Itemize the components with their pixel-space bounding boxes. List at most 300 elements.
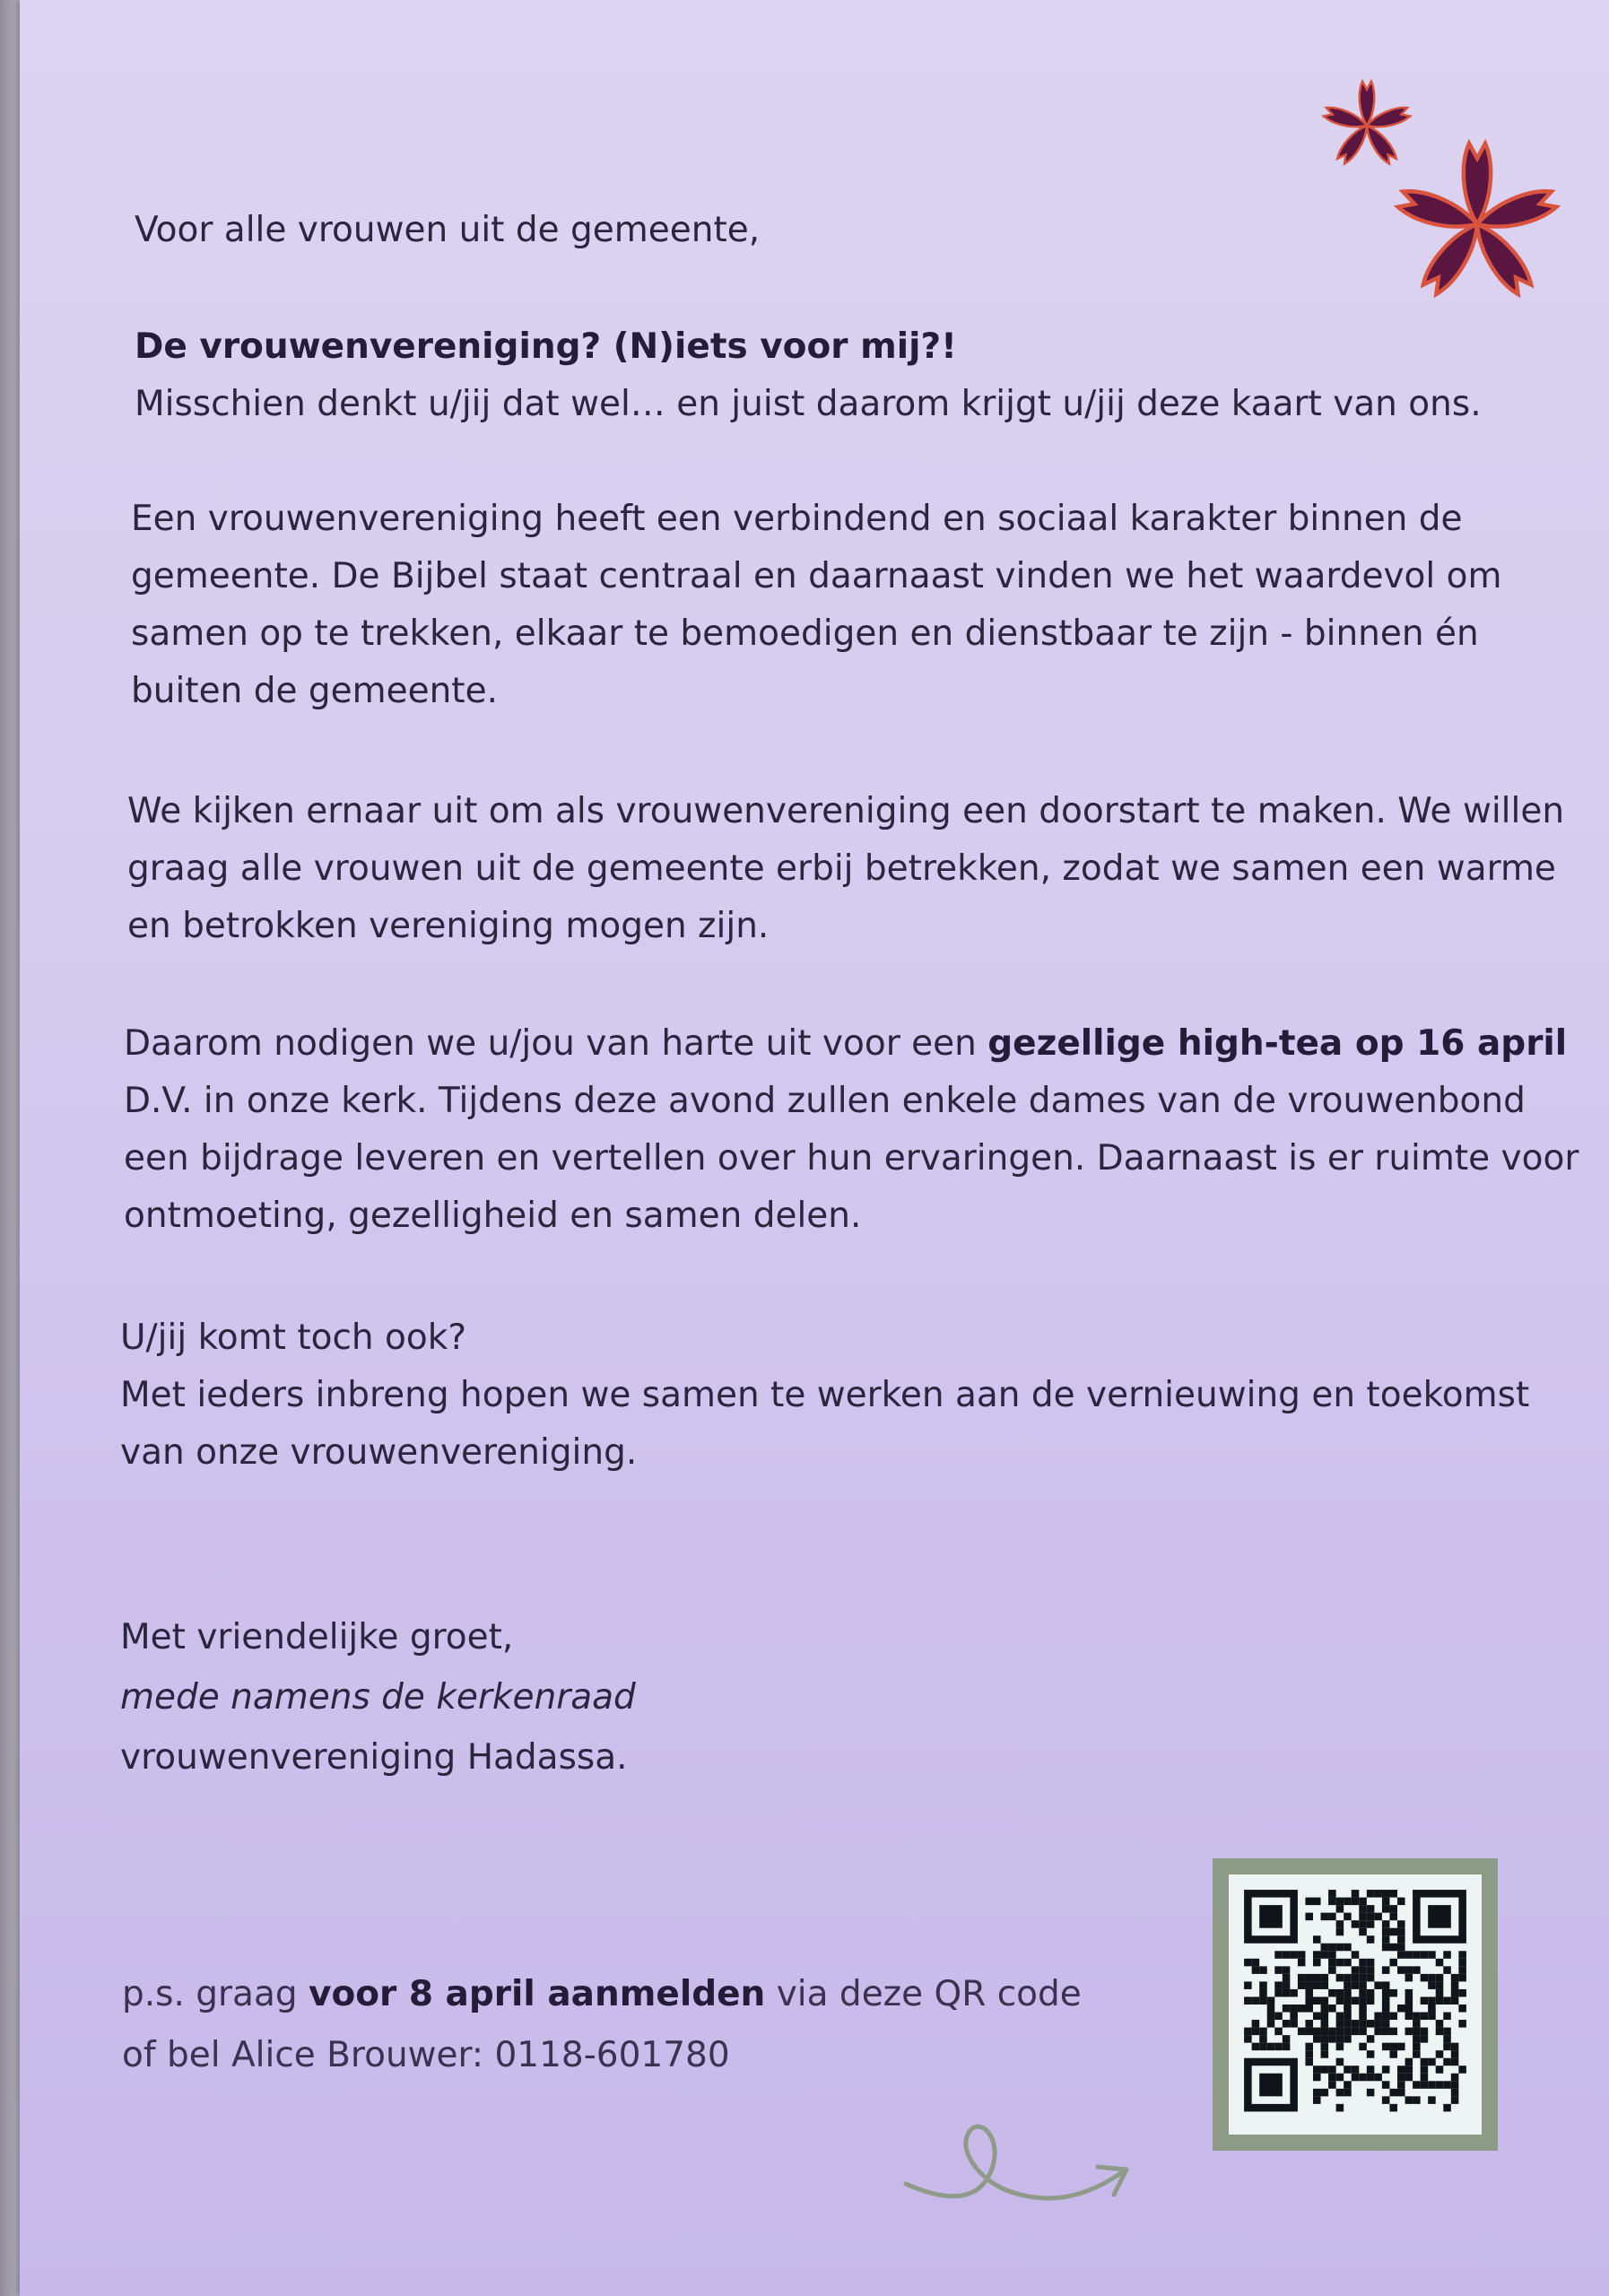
qr-module bbox=[1382, 2066, 1390, 2074]
qr-module bbox=[1328, 2066, 1336, 2074]
qr-module bbox=[1344, 1996, 1352, 2005]
paragraph-line: graag alle vrouwen uit de gemeente erbij betrekken, zodat we samen een warme bbox=[127, 848, 1556, 889]
qr-module bbox=[1397, 2005, 1405, 2013]
qr-module bbox=[1359, 1920, 1367, 1928]
qr-module bbox=[1458, 1989, 1466, 1997]
qr-module bbox=[1336, 1974, 1344, 1982]
qr-module bbox=[1336, 2089, 1344, 2097]
table-background bbox=[0, 0, 22, 2296]
qr-module bbox=[1443, 2043, 1451, 2051]
qr-module bbox=[1328, 2005, 1336, 2013]
qr-module bbox=[1313, 1996, 1321, 2005]
qr-module bbox=[1374, 1981, 1382, 1989]
qr-module bbox=[1283, 1966, 1291, 1974]
qr-module bbox=[1321, 1944, 1329, 1952]
paragraph-line: We kijken ernaar uit om als vrouwenvereniging een doorstart te maken. We willen bbox=[127, 791, 1565, 831]
qr-module bbox=[1405, 1951, 1413, 1959]
qr-module bbox=[1389, 1913, 1397, 1921]
qr-module bbox=[1413, 2020, 1421, 2028]
qr-module bbox=[1413, 1951, 1421, 1959]
qr-module bbox=[1336, 1989, 1344, 1997]
qr-module bbox=[1443, 2081, 1451, 2089]
qr-module bbox=[1397, 1944, 1405, 1952]
qr-module bbox=[1374, 1890, 1382, 1898]
qr-module bbox=[1367, 1966, 1375, 1974]
qr-module bbox=[1382, 2043, 1390, 2051]
qr-module bbox=[1458, 2005, 1466, 2013]
qr-module bbox=[1458, 1951, 1466, 1959]
swirl-arrow-icon bbox=[899, 2090, 1150, 2215]
qr-module bbox=[1428, 1996, 1436, 2005]
qr-module bbox=[1283, 1951, 1291, 1959]
qr-module bbox=[1313, 2096, 1321, 2104]
qr-module bbox=[1244, 1996, 1252, 2005]
qr-module bbox=[1321, 2035, 1329, 2043]
qr-module bbox=[1367, 1935, 1375, 1944]
greeting-text: Voor alle vrouwen uit de gemeente, bbox=[135, 210, 761, 250]
qr-module bbox=[1367, 2020, 1375, 2028]
qr-module bbox=[1367, 2050, 1375, 2058]
qr-module bbox=[1313, 2028, 1321, 2036]
qr-module bbox=[1344, 1898, 1352, 1906]
qr-module bbox=[1252, 1959, 1260, 1967]
qr-module bbox=[1374, 2028, 1382, 2036]
qr-module bbox=[1428, 1951, 1436, 1959]
paragraph-line: D.V. in onze kerk. Tijdens deze avond zullen enkele dames van de vrouwenbond bbox=[124, 1081, 1526, 1121]
qr-module bbox=[1436, 1981, 1444, 1989]
paragraph-line: een bijdrage leveren en vertellen over hun ervaringen. Daarnaast is er ruimte voor bbox=[124, 1138, 1579, 1178]
qr-module bbox=[1274, 2013, 1283, 2021]
qr-module bbox=[1421, 1974, 1429, 1982]
qr-module bbox=[1283, 2005, 1291, 2013]
qr-module bbox=[1290, 1951, 1298, 1959]
qr-module bbox=[1397, 1966, 1405, 1974]
qr-module bbox=[1458, 1959, 1466, 1967]
qr-module bbox=[1451, 1996, 1459, 2005]
qr-module bbox=[1328, 1959, 1336, 1967]
signature: vrouwenvereniging Hadassa. bbox=[120, 1737, 628, 1778]
qr-module bbox=[1313, 1974, 1321, 1982]
qr-module bbox=[1336, 2104, 1344, 2112]
qr-module bbox=[1389, 1959, 1397, 1967]
qr-module bbox=[1328, 1944, 1336, 1952]
qr-module bbox=[1413, 2096, 1421, 2104]
qr-module bbox=[1321, 1974, 1329, 1982]
qr-module bbox=[1252, 2028, 1260, 2036]
invitation-card bbox=[20, 0, 1609, 2296]
qr-module bbox=[1344, 2089, 1352, 2097]
qr-module bbox=[1359, 2020, 1367, 2028]
qr-module bbox=[1283, 1989, 1291, 1997]
qr-module bbox=[1397, 1935, 1405, 1944]
qr-module bbox=[1305, 2058, 1313, 2066]
qr-module bbox=[1259, 2043, 1267, 2051]
qr-module bbox=[1352, 2020, 1360, 2028]
qr-module bbox=[1428, 2081, 1436, 2089]
qr-module bbox=[1274, 1981, 1283, 1989]
qr-module bbox=[1359, 1989, 1367, 1997]
qr-module bbox=[1244, 1959, 1252, 1967]
qr-module bbox=[1283, 2020, 1291, 2028]
qr-module bbox=[1382, 1905, 1390, 1913]
qr-module bbox=[1397, 2081, 1405, 2089]
qr-module bbox=[1443, 2104, 1451, 2112]
qr-module bbox=[1405, 1966, 1413, 1974]
qr-module bbox=[1436, 1974, 1444, 1982]
qr-module bbox=[1344, 2035, 1352, 2043]
qr-module bbox=[1336, 2020, 1344, 2028]
qr-module bbox=[1389, 2089, 1397, 2097]
qr-module bbox=[1451, 2096, 1459, 2104]
qr-module bbox=[1244, 1981, 1252, 1989]
qr-module bbox=[1389, 1989, 1397, 1997]
qr-module bbox=[1443, 1996, 1451, 2005]
qr-module bbox=[1382, 1944, 1390, 1952]
qr-module bbox=[1359, 1913, 1367, 1921]
qr-module bbox=[1305, 1989, 1313, 1997]
qr-module bbox=[1359, 1928, 1367, 1936]
qr-module bbox=[1443, 1966, 1451, 1974]
qr-module bbox=[1451, 1989, 1459, 1997]
qr-module bbox=[1328, 1913, 1336, 1921]
qr-module bbox=[1359, 1974, 1367, 1982]
qr-module bbox=[1290, 2013, 1298, 2021]
qr-module bbox=[1443, 2013, 1451, 2021]
qr-module bbox=[1313, 2074, 1321, 2082]
qr-module bbox=[1328, 1951, 1336, 1959]
qr-module bbox=[1328, 2081, 1336, 2089]
qr-module bbox=[1305, 1913, 1313, 1921]
qr-module bbox=[1352, 1974, 1360, 1982]
qr-module bbox=[1336, 1996, 1344, 2005]
qr-module bbox=[1421, 2058, 1429, 2066]
qr-module bbox=[1428, 1905, 1451, 1928]
paragraph-line: ontmoeting, gezelligheid en samen delen. bbox=[124, 1196, 862, 1236]
qr-module bbox=[1436, 2081, 1444, 2089]
qr-module bbox=[1274, 1966, 1283, 1974]
qr-module bbox=[1298, 2028, 1306, 2036]
qr-module bbox=[1374, 2074, 1382, 2082]
qr-module bbox=[1313, 2089, 1321, 2097]
qr-module bbox=[1344, 2081, 1352, 2089]
intro-section bbox=[135, 318, 1482, 433]
qr-module bbox=[1458, 1966, 1466, 1974]
qr-module bbox=[1389, 1905, 1397, 1913]
qr-module bbox=[1313, 1935, 1321, 1944]
qr-module bbox=[1252, 1966, 1260, 1974]
qr-module bbox=[1336, 2043, 1344, 2051]
qr-module bbox=[1413, 2028, 1421, 2036]
qr-module bbox=[1413, 1966, 1421, 1974]
qr-module bbox=[1352, 1966, 1360, 1974]
qr-module bbox=[1298, 1951, 1306, 1959]
qr-module bbox=[1443, 2028, 1451, 2036]
qr-module bbox=[1413, 2081, 1421, 2089]
qr-module bbox=[1382, 1890, 1390, 1898]
qr-module bbox=[1267, 2013, 1275, 2021]
qr-module bbox=[1259, 2028, 1267, 2036]
paragraph-line: van onze vrouwenvereniging. bbox=[120, 1432, 638, 1473]
qr-module bbox=[1336, 1944, 1344, 1952]
qr-module bbox=[1305, 2020, 1313, 2028]
qr-module bbox=[1421, 2081, 1429, 2089]
qr-module bbox=[1259, 2074, 1283, 2097]
qr-module bbox=[1352, 1981, 1360, 1989]
regards: Met vriendelijke groet, bbox=[120, 1617, 514, 1657]
qr-module bbox=[1259, 1966, 1267, 1974]
qr-module bbox=[1352, 1951, 1360, 1959]
qr-module bbox=[1359, 2043, 1367, 2051]
qr-module bbox=[1313, 1951, 1321, 1959]
qr-module bbox=[1321, 2005, 1329, 2013]
paragraph-1 bbox=[131, 491, 1502, 720]
qr-module bbox=[1274, 2028, 1283, 2036]
qr-module bbox=[1451, 2089, 1459, 2097]
qr-module bbox=[1336, 2013, 1344, 2021]
paragraph-2 bbox=[127, 783, 1564, 955]
qr-module bbox=[1413, 2035, 1421, 2043]
high-tea-date: gezellige high-tea op 16 april bbox=[987, 1023, 1568, 1064]
qr-module bbox=[1405, 2013, 1413, 2021]
qr-module bbox=[1298, 1959, 1306, 1967]
postscript bbox=[122, 1964, 1082, 2086]
qr-module bbox=[1305, 2043, 1313, 2051]
qr-module bbox=[1382, 2013, 1390, 2021]
qr-module bbox=[1344, 2020, 1352, 2028]
qr-module bbox=[1328, 2035, 1336, 2043]
qr-module bbox=[1382, 2020, 1390, 2028]
qr-module bbox=[1443, 2035, 1451, 2043]
qr-module bbox=[1359, 1966, 1367, 1974]
qr-module bbox=[1451, 2081, 1459, 2089]
qr-module bbox=[1413, 2050, 1421, 2058]
qr-code[interactable] bbox=[1229, 1874, 1482, 2135]
qr-module bbox=[1382, 2005, 1390, 2013]
qr-module bbox=[1305, 2050, 1313, 2058]
qr-module bbox=[1321, 1981, 1329, 1989]
phone-contact: of bel Alice Brouwer: 0118-601780 bbox=[122, 2035, 730, 2075]
qr-module bbox=[1313, 1898, 1321, 1906]
qr-module bbox=[1305, 2005, 1313, 2013]
qr-module bbox=[1305, 1974, 1313, 1982]
qr-module bbox=[1352, 2028, 1360, 2036]
qr-module bbox=[1397, 1951, 1405, 1959]
qr-module bbox=[1382, 2096, 1390, 2104]
postscript-line-1 bbox=[122, 1964, 1082, 2025]
intro-text: Misschien denkt u/jij dat wel… en juist daarom krijgt u/jij deze kaart van ons. bbox=[135, 384, 1482, 424]
flower-icon bbox=[1302, 72, 1571, 323]
paragraph-line: gemeente. De Bijbel staat centraal en daarnaast vinden we het waardevol om bbox=[131, 556, 1502, 596]
qr-module bbox=[1389, 2104, 1397, 2112]
qr-module bbox=[1328, 1966, 1336, 1974]
qr-module bbox=[1359, 2013, 1367, 2021]
qr-module bbox=[1344, 2028, 1352, 2036]
qr-module bbox=[1259, 1989, 1267, 1997]
qr-module bbox=[1389, 1944, 1397, 1952]
qr-module bbox=[1413, 2043, 1421, 2051]
paragraph-line: Een vrouwenvereniging heeft een verbindend en sociaal karakter binnen de bbox=[131, 499, 1463, 539]
heading: De vrouwenvereniging? (N)iets voor mij?! bbox=[135, 326, 957, 367]
qr-module bbox=[1382, 1996, 1390, 2005]
qr-module bbox=[1421, 2035, 1429, 2043]
qr-module bbox=[1274, 1951, 1283, 1959]
qr-module bbox=[1397, 1928, 1405, 1936]
qr-module bbox=[1298, 1981, 1306, 1989]
qr-module bbox=[1321, 2066, 1329, 2074]
qr-module bbox=[1397, 2043, 1405, 2051]
qr-module bbox=[1352, 1898, 1360, 1906]
qr-module bbox=[1397, 2074, 1405, 2082]
qr-module bbox=[1352, 1890, 1360, 1898]
qr-module bbox=[1344, 1981, 1352, 1989]
qr-module bbox=[1405, 2028, 1413, 2036]
qr-module bbox=[1352, 2066, 1360, 2074]
paragraph-line: en betrokken vereniging mogen zijn. bbox=[127, 906, 770, 946]
qr-module bbox=[1367, 2089, 1375, 2097]
qr-module bbox=[1252, 2043, 1260, 2051]
qr-module bbox=[1382, 1966, 1390, 1974]
qr-module bbox=[1382, 1928, 1390, 1936]
qr-module bbox=[1359, 1981, 1367, 1989]
qr-module bbox=[1382, 1981, 1390, 1989]
paragraph-line: samen op te trekken, elkaar te bemoedigen en dienstbaar te zijn - binnen én bbox=[131, 613, 1479, 654]
qr-module bbox=[1328, 1989, 1336, 1997]
qr-module bbox=[1367, 2035, 1375, 2043]
qr-module bbox=[1405, 2058, 1413, 2066]
qr-module bbox=[1344, 1944, 1352, 1952]
qr-module bbox=[1436, 1996, 1444, 2005]
qr-module bbox=[1436, 2066, 1444, 2074]
qr-module bbox=[1436, 1959, 1444, 1967]
qr-module bbox=[1405, 2096, 1413, 2104]
qr-module bbox=[1336, 2058, 1344, 2066]
qr-module bbox=[1313, 2066, 1321, 2074]
qr-module bbox=[1367, 2074, 1375, 2082]
qr-module bbox=[1436, 1989, 1444, 1997]
qr-module bbox=[1458, 1974, 1466, 1982]
qr-module bbox=[1344, 1913, 1352, 1921]
qr-module bbox=[1244, 2028, 1252, 2036]
qr-module bbox=[1313, 2035, 1321, 2043]
qr-module bbox=[1436, 2028, 1444, 2036]
qr-module bbox=[1451, 1981, 1459, 1989]
qr-module bbox=[1290, 2005, 1298, 2013]
qr-module bbox=[1359, 1959, 1367, 1967]
qr-module bbox=[1352, 1996, 1360, 2005]
qr-module bbox=[1421, 2066, 1429, 2074]
qr-module bbox=[1283, 2043, 1291, 2051]
qr-module bbox=[1244, 2035, 1252, 2043]
qr-module bbox=[1428, 1974, 1436, 1982]
qr-module bbox=[1382, 1898, 1390, 1906]
qr-module bbox=[1451, 2074, 1459, 2082]
qr-module bbox=[1421, 1951, 1429, 1959]
qr-module bbox=[1321, 2028, 1329, 2036]
qr-module bbox=[1397, 2089, 1405, 2097]
qr-module bbox=[1458, 2066, 1466, 2074]
qr-module bbox=[1252, 2020, 1260, 2028]
qr-module bbox=[1382, 1920, 1390, 1928]
qr-module bbox=[1252, 1996, 1260, 2005]
qr-module bbox=[1274, 1989, 1283, 1997]
qr-module bbox=[1421, 2013, 1429, 2021]
closing bbox=[120, 1607, 636, 1787]
qr-module bbox=[1328, 1890, 1336, 1898]
qr-module bbox=[1328, 2074, 1336, 2082]
qr-module bbox=[1336, 1920, 1344, 1928]
qr-module bbox=[1336, 2028, 1344, 2036]
invitation-text: Daarom nodigen we u/jou van harte uit voor een bbox=[124, 1023, 988, 1064]
qr-module bbox=[1336, 1928, 1344, 1936]
qr-module bbox=[1344, 1989, 1352, 1997]
qr-module bbox=[1405, 2074, 1413, 2082]
qr-module bbox=[1367, 1974, 1375, 1982]
qr-module bbox=[1405, 1996, 1413, 2005]
qr-module bbox=[1382, 2081, 1390, 2089]
qr-module bbox=[1374, 2013, 1382, 2021]
qr-module bbox=[1367, 1920, 1375, 1928]
qr-module bbox=[1397, 1920, 1405, 1928]
qr-module bbox=[1344, 2013, 1352, 2021]
qr-module bbox=[1405, 1974, 1413, 1982]
qr-module bbox=[1443, 2058, 1451, 2066]
qr-module bbox=[1397, 1898, 1405, 1906]
qr-module bbox=[1352, 2074, 1360, 2082]
qr-module bbox=[1451, 2050, 1459, 2058]
qr-module bbox=[1405, 2066, 1413, 2074]
qr-module bbox=[1359, 2074, 1367, 2082]
qr-module bbox=[1382, 2028, 1390, 2036]
qr-module bbox=[1290, 1989, 1298, 1997]
paragraph-4 bbox=[120, 1309, 1529, 1482]
paragraph-line: buiten de gemeente. bbox=[131, 671, 498, 711]
qr-module bbox=[1344, 2005, 1352, 2013]
qr-module bbox=[1305, 1898, 1313, 1906]
qr-module bbox=[1389, 2050, 1397, 2058]
qr-module bbox=[1405, 1989, 1413, 1997]
qr-module bbox=[1259, 1981, 1267, 1989]
qr-module bbox=[1259, 1905, 1283, 1928]
qr-module bbox=[1389, 2028, 1397, 2036]
qr-module bbox=[1389, 2013, 1397, 2021]
qr-module bbox=[1259, 1996, 1267, 2005]
ps-before: p.s. graag bbox=[122, 1974, 309, 2014]
qr-module bbox=[1458, 2020, 1466, 2028]
qr-module bbox=[1321, 1951, 1329, 1959]
paragraph-3 bbox=[124, 1015, 1579, 1245]
qr-module bbox=[1321, 2050, 1329, 2058]
qr-module bbox=[1374, 2020, 1382, 2028]
qr-module bbox=[1298, 1974, 1306, 1982]
qr-module bbox=[1336, 1898, 1344, 1906]
qr-module bbox=[1328, 2028, 1336, 2036]
qr-module bbox=[1305, 1981, 1313, 1989]
ps-after: via deze QR code bbox=[765, 1974, 1082, 2014]
qr-module bbox=[1344, 2066, 1352, 2074]
qr-module bbox=[1389, 1890, 1397, 1898]
paragraph-line: Met ieders inbreng hopen we samen te werken aan de vernieuwing en toekomst bbox=[120, 1375, 1530, 1415]
qr-module bbox=[1451, 1974, 1459, 1982]
qr-module bbox=[1321, 2043, 1329, 2051]
qr-module bbox=[1389, 2043, 1397, 2051]
qr-module bbox=[1267, 2043, 1275, 2051]
signup-deadline: voor 8 april aanmelden bbox=[309, 1974, 766, 2014]
qr-module bbox=[1321, 2020, 1329, 2028]
greeting bbox=[135, 202, 760, 259]
qr-module bbox=[1367, 1913, 1375, 1921]
on-behalf: mede namens de kerkenraad bbox=[120, 1677, 636, 1718]
qr-module bbox=[1451, 2058, 1459, 2066]
